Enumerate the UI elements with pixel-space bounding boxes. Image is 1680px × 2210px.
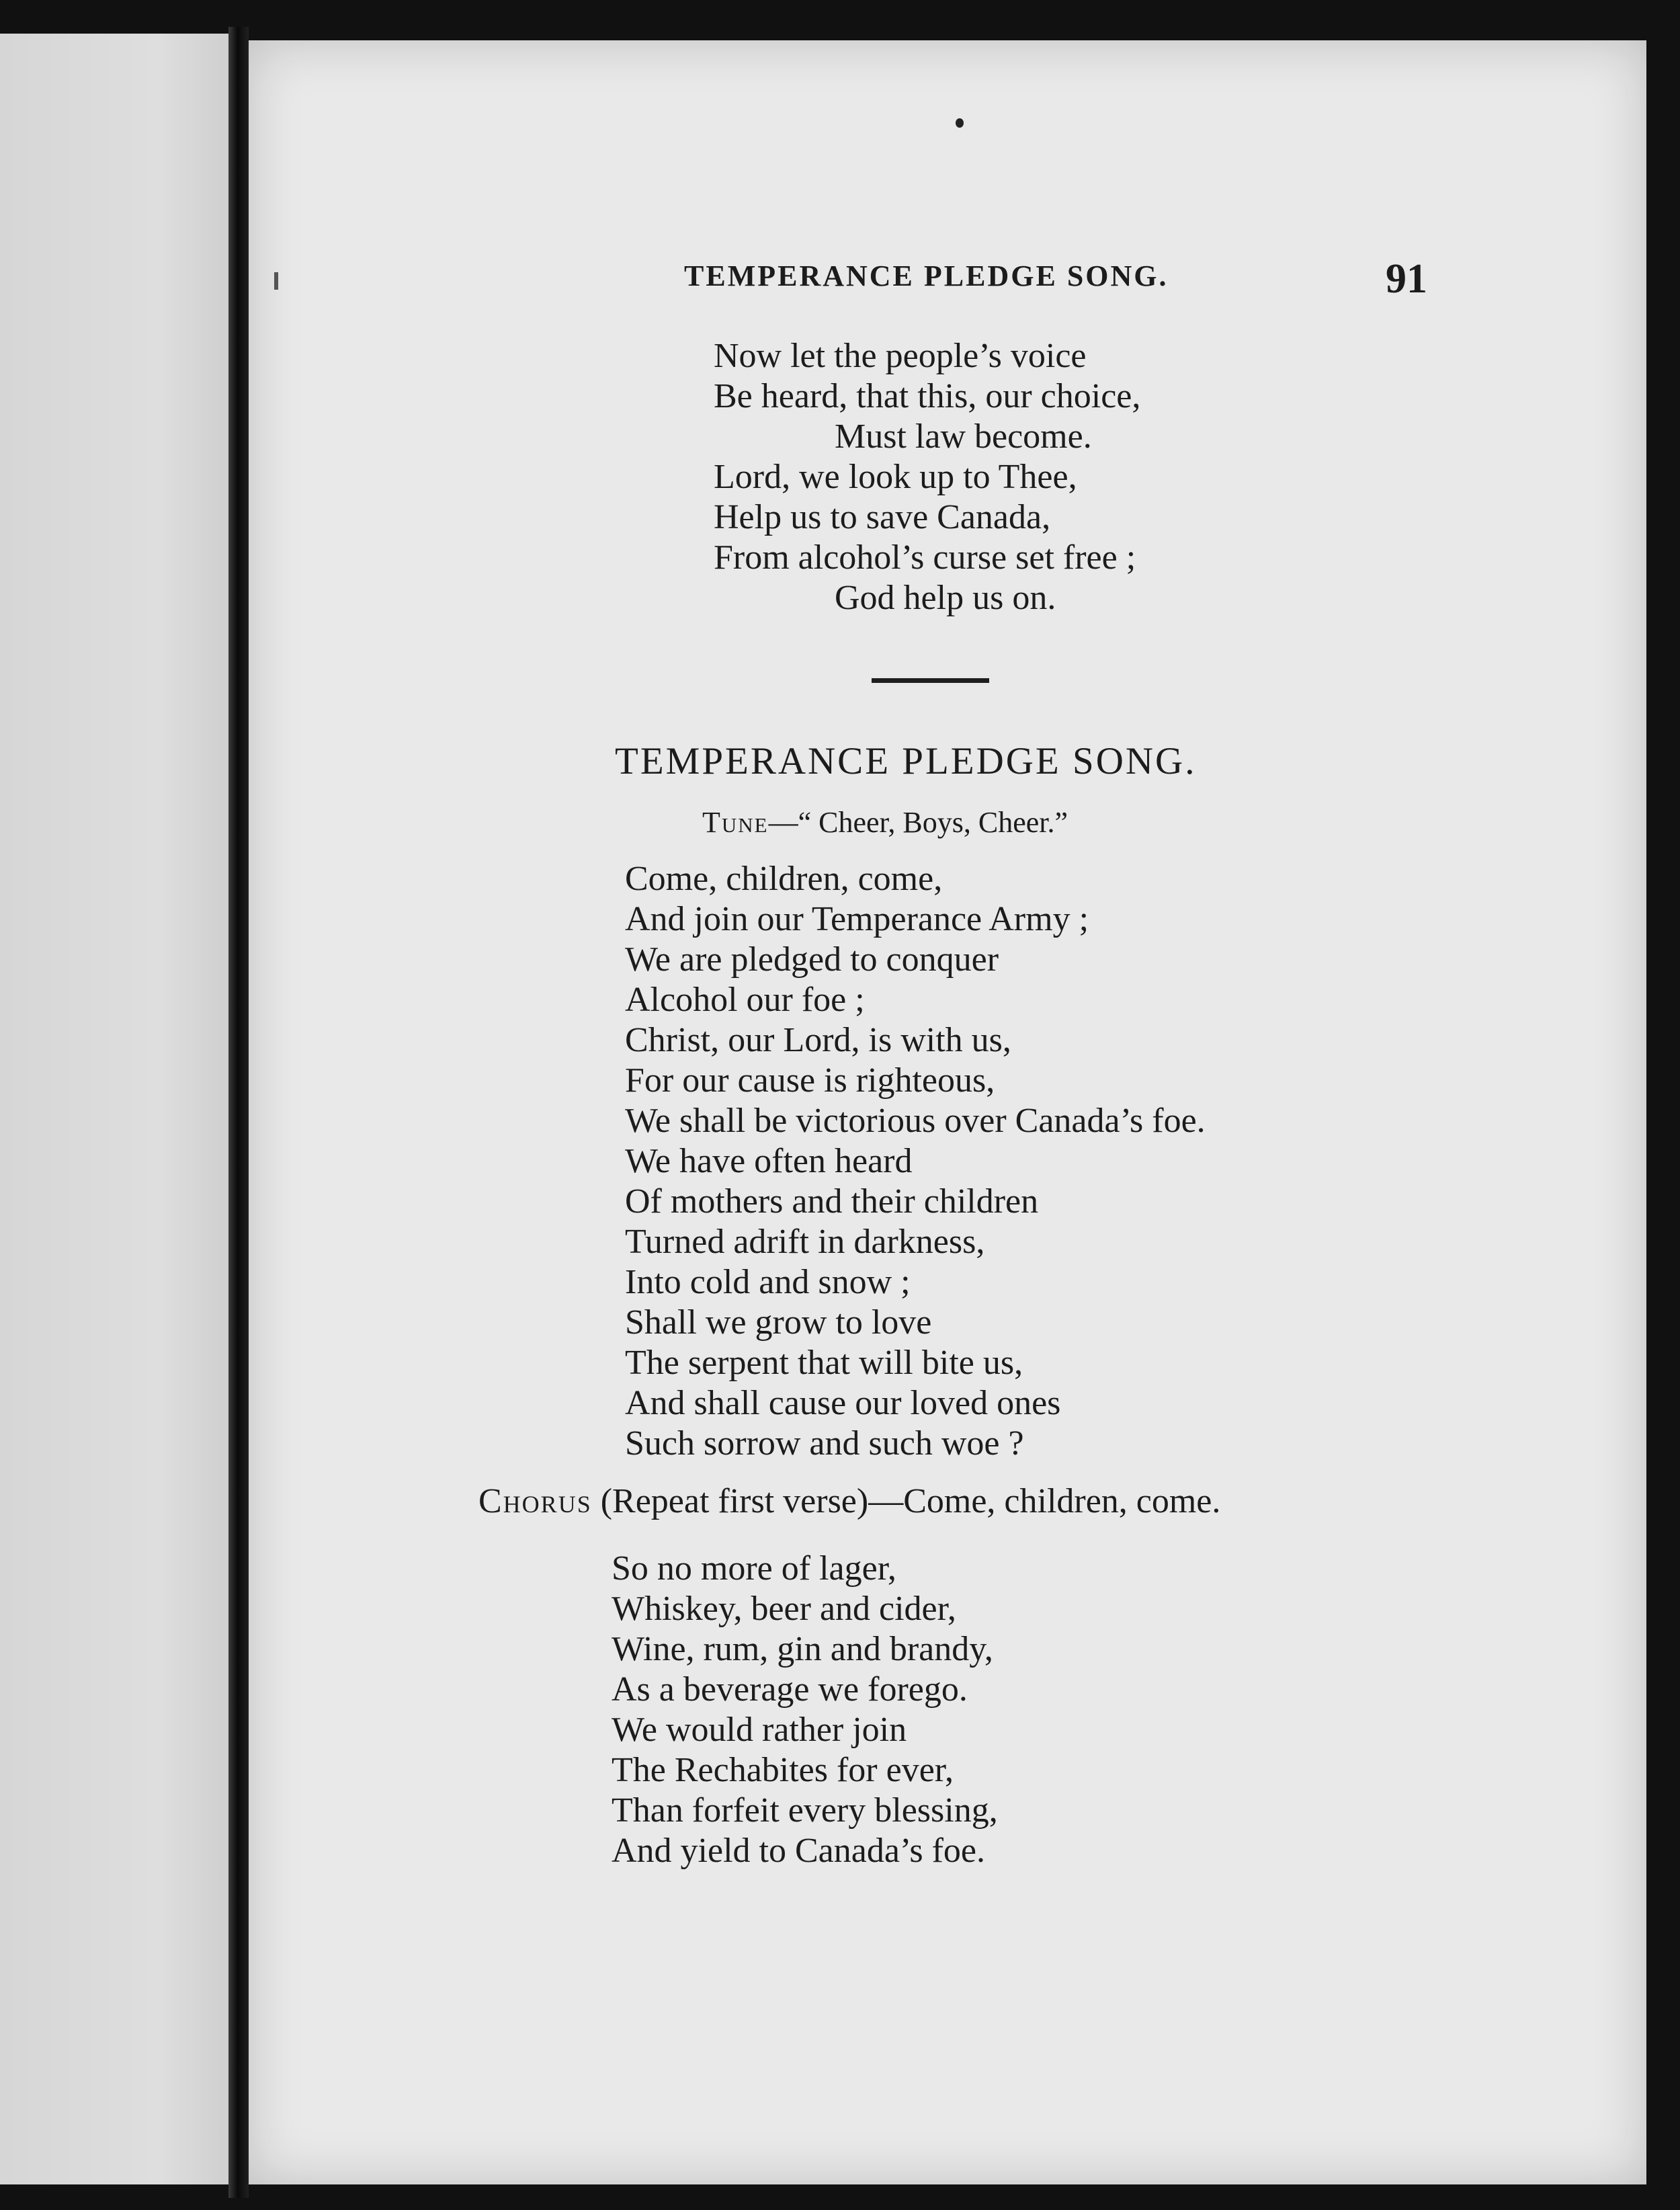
- first-verse: [625, 859, 1206, 1464]
- margin-speck: [274, 272, 278, 290]
- verse-line: We have often heard: [625, 1142, 913, 1180]
- verse-line: Christ, our Lord, is with us,: [625, 1021, 1011, 1059]
- section-divider: [872, 678, 989, 683]
- verse-line: God help us on.: [835, 579, 1056, 617]
- verse-line: The serpent that will bite us,: [625, 1344, 1023, 1382]
- verse-line: Must law become.: [835, 417, 1092, 456]
- verse-line: Such sorrow and such woe ?: [625, 1424, 1024, 1463]
- song-title: TEMPERANCE PLEDGE SONG.: [615, 740, 1197, 782]
- verse-line: For our cause is righteous,: [625, 1061, 995, 1100]
- page-number: 91: [1386, 256, 1427, 302]
- verse-line: We would rather join: [612, 1711, 907, 1749]
- tune-text: —“ Cheer, Boys, Cheer.”: [768, 806, 1068, 839]
- verse-line: So no more of lager,: [612, 1549, 896, 1588]
- book-gutter: [228, 27, 249, 2198]
- chorus-label: Chorus: [478, 1482, 592, 1520]
- chorus-text: (Repeat first verse)—Come, children, come.: [591, 1482, 1221, 1520]
- verse-line: Wine, rum, gin and brandy,: [612, 1630, 993, 1668]
- verse-line: We are pledged to conquer: [625, 940, 999, 979]
- verse-line: And shall cause our loved ones: [625, 1384, 1061, 1422]
- verse-line: As a beverage we forego.: [612, 1670, 968, 1709]
- running-head: TEMPERANCE PLEDGE SONG.: [684, 259, 1169, 292]
- tune-label: Tune: [702, 806, 769, 839]
- verse-line: Now let the people’s voice: [714, 337, 1087, 375]
- verse-line: And yield to Canada’s foe.: [612, 1832, 985, 1870]
- ink-speck: [956, 118, 964, 128]
- verse-line: Of mothers and their children: [625, 1182, 1039, 1221]
- verse-line: We shall be victorious over Canada’s foe.: [625, 1102, 1206, 1140]
- verse-line: Shall we grow to love: [625, 1303, 932, 1342]
- verse-line: Than forfeit every blessing,: [612, 1791, 998, 1830]
- verse-line: And join our Temperance Army ;: [625, 900, 1089, 938]
- facing-page-edge: [0, 34, 228, 2184]
- verse-line: From alcohol’s curse set free ;: [714, 538, 1136, 577]
- verse-line: Lord, we look up to Thee,: [714, 458, 1077, 496]
- tune-line: [702, 805, 1068, 840]
- verse-line: Help us to save Canada,: [714, 498, 1051, 536]
- closing-stanza: [714, 336, 1140, 618]
- chorus-line: [478, 1481, 1220, 1521]
- verse-line: Come, children, come,: [625, 860, 943, 898]
- verse-line: Turned adrift in darkness,: [625, 1223, 985, 1261]
- verse-line: The Rechabites for ever,: [612, 1751, 954, 1789]
- verse-line: Be heard, that this, our choice,: [714, 377, 1141, 415]
- second-verse: [612, 1549, 998, 1871]
- verse-line: Into cold and snow ;: [625, 1263, 911, 1301]
- verse-line: Whiskey, beer and cider,: [612, 1590, 956, 1628]
- verse-line: Alcohol our foe ;: [625, 981, 865, 1019]
